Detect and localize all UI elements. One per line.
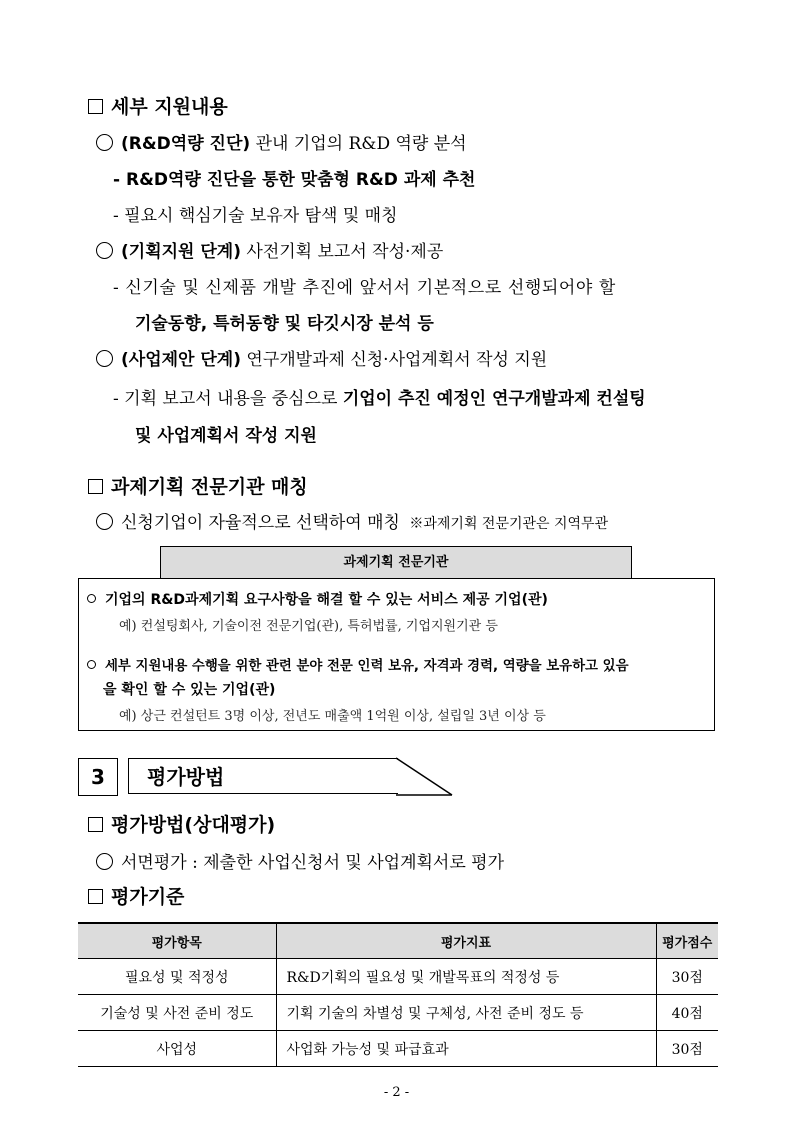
header-item: 평가항목 [78, 923, 276, 959]
cell-indicator: 기획 기술의 차별성 및 구체성, 사전 준비 정도 등 [276, 995, 656, 1031]
rd-sub-2: - 필요시 핵심기술 보유자 탐색 및 매칭 [113, 206, 398, 226]
cell-indicator: R&D기획의 필요성 및 개발목표의 적정성 등 [276, 959, 656, 995]
table-row [78, 1031, 718, 1067]
table-row [78, 995, 718, 1031]
cell-score: 30점 [656, 1031, 718, 1067]
cell-score: 30점 [656, 959, 718, 995]
expert-item-2: 세부 지원내용 수행을 위한 관련 분야 전문 인력 보유, 자격과 경력, 역량을 보유하고 있음 [87, 655, 629, 674]
square-bullet-icon [88, 99, 103, 114]
page-number: - 2 - [383, 1085, 410, 1100]
item-planning: (기획지원 단계) 사전기획 보고서 작성·제공 [96, 237, 443, 262]
prop-sub-1: - 기획 보고서 내용을 중심으로 기업이 추진 예정인 연구개발과제 컨설팅 [113, 389, 646, 409]
criteria-table [78, 922, 718, 1067]
header-indicator: 평가지표 [276, 923, 656, 959]
square-bullet-icon [88, 889, 103, 904]
expert-item-2-example: 예) 상근 컨설턴트 3명 이상, 전년도 매출액 1억원 이상, 설립일 3년 이상 등 [119, 709, 546, 724]
prop-sub-1c: 및 사업계획서 작성 지원 [135, 426, 317, 446]
ring-bullet-icon [87, 594, 96, 603]
item-method: 서면평가 : 제출한 사업신청서 및 사업계획서로 평가 [96, 848, 504, 873]
circle-bullet-icon [96, 350, 113, 367]
expert-item-1: 기업의 R&D과제기획 요구사항을 해결 할 수 있는 서비스 제공 기업(관) [87, 589, 548, 609]
circle-bullet-icon [96, 242, 113, 259]
cell-item: 기술성 및 사전 준비 정도 [78, 995, 276, 1031]
cell-score: 40점 [656, 995, 718, 1031]
plan-sub-1b: 기술동향, 특허동향 및 타깃시장 분석 등 [135, 314, 434, 334]
cell-indicator: 사업화 가능성 및 파급효과 [276, 1031, 656, 1067]
header-score: 평가점수 [656, 923, 718, 959]
item-proposal: (사업제안 단계) 연구개발과제 신청·사업계획서 작성 지원 [96, 345, 547, 370]
section-title-arrow-shape [396, 757, 456, 797]
item-rd-diagnosis: (R&D역량 진단) 관내 기업의 R&D 역량 분석 [96, 129, 467, 154]
table-row [78, 959, 718, 995]
square-bullet-icon [88, 479, 103, 494]
expert-item-2-cont: 을 확인 할 수 있는 기업(관) [103, 682, 276, 698]
section-title: 평가방법 [128, 758, 398, 794]
square-bullet-icon [88, 817, 103, 832]
ring-bullet-icon [87, 660, 96, 669]
circle-bullet-icon [96, 134, 113, 151]
cell-item: 필요성 및 적정성 [78, 959, 276, 995]
expert-box [78, 578, 715, 731]
section-heading-criteria: 평가기준 [88, 882, 184, 909]
rd-sub-1: - R&D역량 진단을 통한 맞춤형 R&D 과제 추천 [113, 170, 476, 190]
section-heading-matching: 과제기획 전문기관 매칭 [88, 472, 308, 499]
expert-item-1-example: 예) 컨설팅회사, 기술이전 전문기업(관), 특허법률, 기업지원기관 등 [119, 619, 498, 634]
circle-bullet-icon [96, 853, 113, 870]
section-heading-method: 평가방법(상대평가) [88, 810, 275, 837]
plan-sub-1: - 신기술 및 신제품 개발 추진에 앞서서 기본적으로 선행되어야 할 [113, 278, 616, 298]
expert-box-header: 과제기획 전문기관 [160, 546, 632, 579]
circle-bullet-icon [96, 513, 113, 530]
section-heading-support: 세부 지원내용 [88, 92, 228, 119]
matching-note: ※과제기획 전문기관은 지역무관 [409, 516, 609, 532]
section-number: 3 [78, 758, 118, 796]
table-header-row [78, 923, 718, 959]
item-matching: 신청기업이 자율적으로 선택하여 매칭 ※과제기획 전문기관은 지역무관 [96, 508, 608, 533]
cell-item: 사업성 [78, 1031, 276, 1067]
